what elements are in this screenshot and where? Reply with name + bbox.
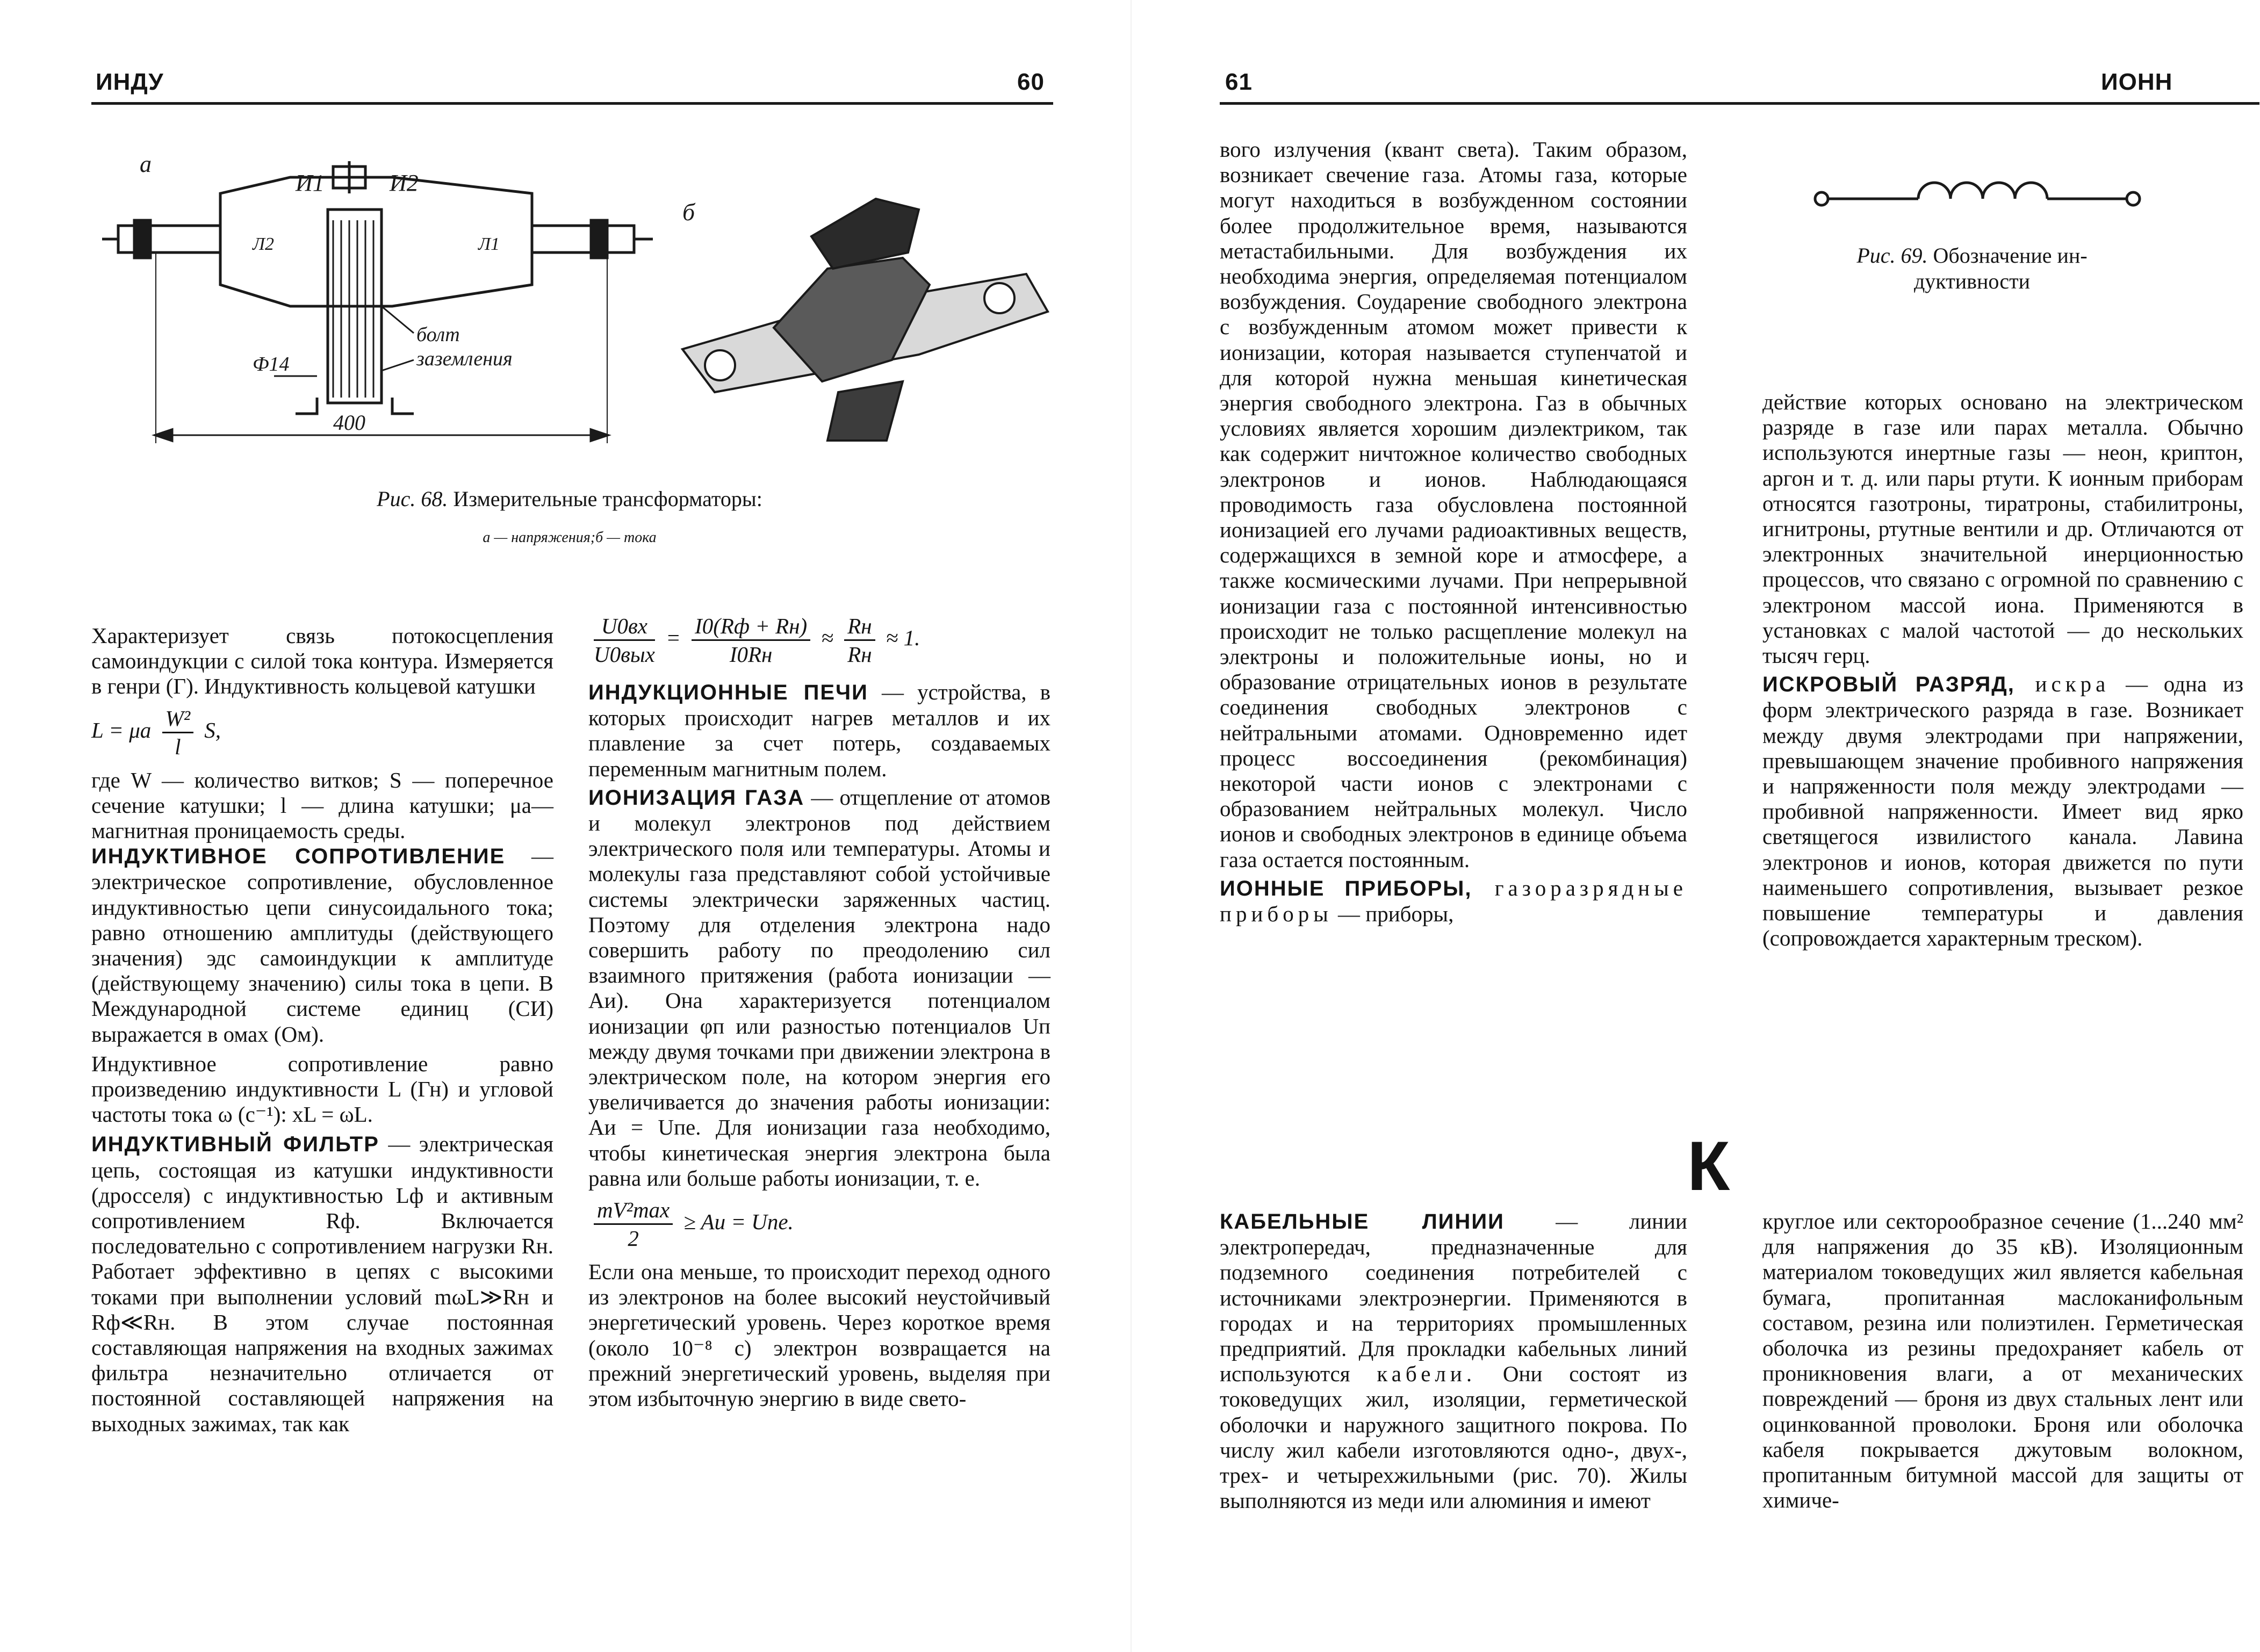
formula-ionization <box>588 1196 1050 1252</box>
formula-filter-frac2 <box>692 612 810 668</box>
figure-68b-drawing <box>650 188 1069 457</box>
term-induction-furnaces: ИНДУКЦИОННЫЕ ПЕЧИ <box>588 681 868 704</box>
term-gas-ionization: ИОНИЗАЦИЯ ГАЗА <box>588 785 805 810</box>
page-number-right: 61 <box>1225 69 1253 95</box>
figure-label-bolt: болт <box>416 323 460 346</box>
header-rule-right <box>1220 102 2259 105</box>
figure-label-i2: И2 <box>390 170 419 196</box>
term-inductive-resistance: ИНДУКТИВНОЕ СОПРОТИВЛЕНИЕ <box>91 845 506 869</box>
col2-paragraph-1: — устройства, в которых происходит нагрев металлов и их плавление за счет потерь, создаваемых переменным магнитным полем. <box>588 680 1050 781</box>
formula-ionization-tail: ≥ Aи = Uпe. <box>683 1209 794 1234</box>
figure-label-b: б <box>682 198 695 226</box>
col3-paragraph-3b: Они состоят из токоведущих жил, изоляции, герметической оболочки и наружного защитного покрова. По числу жил кабели изготовляются одно-, двух-, трех- и четырехжильными (рис. 70). Жилы выполняются из меди или алюминия и имеют <box>1220 1361 1687 1513</box>
figure-label-l2: Л2 <box>253 234 275 254</box>
col1-paragraph-1: Характеризует связь потокосцепления самоиндукции с силой тока контура. Измеряется в генри (Г). Индуктивность кольцевой катушки <box>91 623 553 699</box>
formula-filter-den3: Rн <box>847 642 872 667</box>
term-spark-discharge: ИСКРОВЫЙ РАЗРЯД, <box>1762 673 2015 697</box>
col2-paragraph-3: Если она меньше, то происходит переход одного из электронов на более высокий неустойчивый энергетический уровень. Через короткое время (около 10⁻⁸ с) электрон возвращается на прежний энергетический уровень, выделяя при этом избыточную энергию в виде свето- <box>588 1259 1050 1411</box>
col1-paragraph-3: — электрическое сопротивление, обусловленное индуктивностью цепи синусоидального тока; равно отношению амплитуды (действующего значения) эдс самоиндукции к амплитуде (действующему значению) силы тока в цепи. В Международной системе единиц (СИ) выражается в омах (Ом). <box>91 843 553 1047</box>
col4-term-spark: искра <box>2014 672 2110 697</box>
figure-68-caption <box>301 486 838 512</box>
formula-filter-num2: I0(Rф + Rн) <box>692 612 810 641</box>
col3-paragraph-3: — линии электропередач, предназначенные для подземного соединения потребителей с источниками электроэнергии. Применяются в городах и на территориях промышленных предприятий. Для прокладки кабельных линий используются <box>1220 1209 1688 1387</box>
figure-69-caption-line2: дуктивности <box>1913 269 2031 293</box>
formula-filter <box>588 612 1050 668</box>
col4-paragraph-2: — одна из форм электрического разряда в газе. Возникает между двумя электродами при напряжении, превышающем значение пробивного напряжения и напряженности поля между электродами — пробивной напряженности. Имеет вид ярко светящегося извилистого канала. Лавина электронов и ионов, которая движется по пути наименьшего сопротивления, вызывает резкое повышение температуры и давления (сопровождается характерным треском). <box>1762 672 2243 951</box>
figure-69-inductance-symbol <box>1805 180 2149 218</box>
col1-paragraph-5: — электрическая цепь, состоящая из катушки индуктивности (дросселя) с индуктивностью Lф и активным сопротивлением Rф. Включается последовательно с сопротивлением нагрузки Rн. Работает эффективно в цепях с высокими токами при выполнении условий mωL≫Rн и Rф≪Rн. В этом случае постоянная составляющая напряжения на входных зажимах фильтра незначительно отличается от постоянной составляющей напряжения на выходных зажимах, так как <box>91 1131 553 1436</box>
running-head-right: ИОНН <box>2101 69 2173 95</box>
page-gutter <box>1131 0 1132 1652</box>
column-2 <box>588 612 1050 1411</box>
formula-inductance-fraction <box>162 705 193 760</box>
header-rule <box>91 102 1053 105</box>
column-1 <box>91 623 553 1437</box>
formula-filter-eq: = <box>666 625 681 650</box>
left-page <box>0 0 1118 1652</box>
formula-inductance <box>91 705 553 760</box>
col1-paragraph-2: где W — количество витков; S — поперечное сечение катушки; l — длина катушки; μa— магнитная проницаемость среды. <box>91 767 553 843</box>
figure-69-caption-prefix: Рис. 69. <box>1856 243 1928 268</box>
formula-filter-tail: ≈ 1. <box>886 625 920 650</box>
formula-filter-num3: Rн <box>844 612 875 641</box>
formula-filter-den2: I0Rн <box>729 642 773 667</box>
page-number-left: 60 <box>1017 69 1045 95</box>
running-head-left: ИНДУ <box>96 69 164 95</box>
figure-68-caption-text: Измерительные трансформаторы: <box>453 487 762 511</box>
col2-paragraph-2: — отщепление от атомов и молекул электронов под действием электрического поля или температуры. Атомы и молекулы газа представляют собой устойчивые системы электрически заряженных частиц. Поэтому для отделения электрона надо совершить работу по преодолению сил взаимного притяжения (работа ионизации — Aи). Она характеризуется потенциалом ионизации φп или разностью потенциалов Uп между двумя точками при движении электрона в электрическом поле, на котором энергия его увеличивается до значения работы ионизации: Aи = Uпe. Для ионизации газа необходимо, чтобы кинетическая энергия электрона была равна или больше работы ионизации, т. е. <box>588 784 1050 1191</box>
col3-paragraph-1: вого излучения (квант света). Таким образом, возникает свечение газа. Атомы газа, которые могут находиться в возбужденном состоянии более продолжительное время, называются метастабильными. Для возбуждения их необходима энергия, определяемая потенциалом возбуждения. Соударение свободного электрона с возбужденным атомом может привести к ионизации, которая называется ступенчатой и для которой нужна меньшая кинетическая энергия свободного электрона. Газ в обычных условиях является хорошим диэлектриком, так как содержит ничтожное количество свободных электронов и ионов. Наблюдающаяся проводимость газа обусловлена постоянной ионизацией его лучами радиоактивных веществ, содержащихся в земной коре и атмосфере, а также космическими лучами. При непрерывной ионизации газа с постоянной интенсивностью происходит не только расщепление молекул на электроны и положительные ионы, но и образование отрицательных ионов в результате соединения свободных электронов с нейтральными атомами. Одновременно идет процесс воссоединения (рекомбинация) некоторой части ионов с электронами с образованием нейтральных молекул. Число ионов и свободных электронов в единице объема газа остается постоянным. <box>1220 137 1687 872</box>
column-3 <box>1220 137 1687 927</box>
col1-paragraph-4: Индуктивное сопротивление равно произведению индуктивности L (Гн) и угловой частоты тока ω (с⁻¹): xL = ωL. <box>91 1051 553 1127</box>
figure-label-a: а <box>140 151 152 177</box>
figure-label-ground: заземления <box>416 348 513 370</box>
section-letter: К <box>1687 1127 1730 1205</box>
col3-term-gas-discharge: газоразрядные приборы <box>1220 875 1687 927</box>
figure-69-caption-line1: Обозначение ин- <box>1933 243 2088 268</box>
formula-inductance-tail: S, <box>204 717 221 742</box>
term-ion-devices: ИОННЫЕ ПРИБОРЫ, <box>1220 876 1472 900</box>
column-4-lower <box>1762 1209 2243 1513</box>
formula-inductance-lhs: L = μa <box>91 717 152 742</box>
figure-label-dim: 400 <box>333 410 365 435</box>
col4-paragraph-3: круглое или секторообразное сечение (1...240 мм² для напряжения до 35 кВ). Изоляционным материалом токоведущих жил является кабельная бумага, пропитанная маслоканифольным составом, резина или полиэтилен. Герметическая оболочка из резины предохраняет кабель от проникновения влаги, а от механических повреждений — броня из двух стальных лент или оцинкованной проволоки. Броня или оболочка кабеля покрывается джутовым волокном, пропитанным битумной массой для защиты от химиче- <box>1762 1209 2243 1513</box>
formula-inductance-numerator: W² <box>162 705 193 733</box>
col3-term-cables: кабели. <box>1377 1361 1477 1387</box>
figure-69-caption <box>1762 243 2182 294</box>
column-3-lower <box>1220 1209 1687 1513</box>
formula-filter-den1: U0вых <box>594 642 655 667</box>
formula-inductance-denominator: l <box>175 734 181 759</box>
col4-paragraph-1: действие которых основано на электрическом разряде в газе или парах металла. Обычно используются инертные газы — неон, криптон, аргон и т. д. или пары ртути. К ионным приборам относятся газотроны, тиратроны, стабилитроны, игнитроны, ртутные вентили и др. Отличаются от электронных значительной инерционностью процессов, что связано с огромной по сравнению с электроном массой иона. Применяются в установках с малой частотой — до нескольких тысяч герц. <box>1762 389 2243 668</box>
figure-label-phi: Ф14 <box>253 353 290 376</box>
formula-ionization-fraction <box>594 1196 673 1252</box>
right-page <box>1145 0 2260 1652</box>
formula-ionization-numerator: mV²max <box>594 1196 673 1225</box>
figure-68-subcaption: а — напряжения;б — тока <box>483 529 657 546</box>
formula-filter-frac1 <box>594 612 655 668</box>
formula-filter-approx: ≈ <box>821 625 833 650</box>
figure-68-caption-prefix: Рис. 68. <box>377 487 448 511</box>
term-inductive-filter: ИНДУКТИВНЫЙ ФИЛЬТР <box>91 1132 379 1157</box>
formula-filter-frac3 <box>844 612 875 668</box>
formula-filter-num1: U0вх <box>594 612 655 641</box>
term-cable-lines: КАБЕЛЬНЫЕ ЛИНИИ <box>1220 1210 1505 1233</box>
figure-label-l1: Л1 <box>478 234 500 254</box>
formula-ionization-denominator: 2 <box>628 1226 639 1251</box>
figure-label-i1: И1 <box>296 170 325 196</box>
col3-paragraph-2: — приборы, <box>1332 901 1454 927</box>
column-4 <box>1762 389 2243 951</box>
figure-68a-drawing <box>91 145 661 462</box>
